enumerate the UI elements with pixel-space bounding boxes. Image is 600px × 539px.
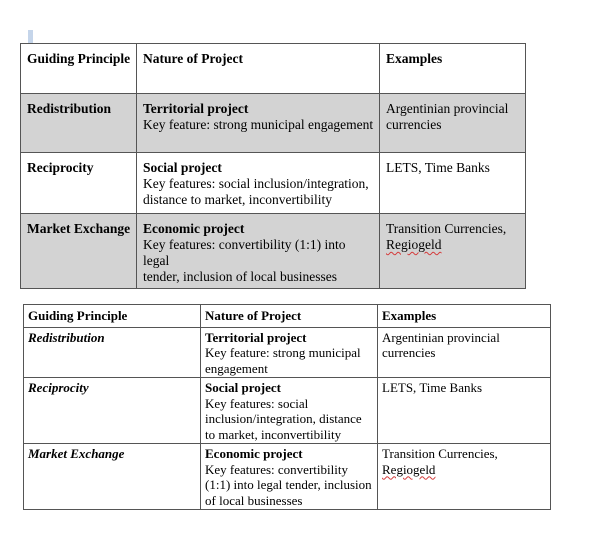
project-feature-line: (1:1) into legal tender, inclusion: [205, 477, 372, 492]
header-examples: Examples: [380, 44, 526, 94]
project-cell: [137, 153, 380, 214]
project-feature-line: Key features: convertibility (1:1) into legal: [143, 237, 346, 268]
project-title: Economic project: [205, 446, 303, 461]
examples-cell: [378, 327, 551, 378]
text-cursor-marker: [28, 30, 33, 43]
project-feature-line: Key features: social: [205, 395, 309, 411]
examples-line: currencies: [386, 117, 442, 132]
table-row-market-exchange: [24, 444, 551, 510]
header-guiding-principle: Guiding Principle: [21, 44, 137, 94]
project-cell: [201, 378, 378, 444]
examples-cell: [378, 444, 551, 510]
project-cell: [201, 444, 378, 510]
header-guiding-principle: Guiding Principle: [24, 305, 201, 328]
project-feature-line: of local businesses: [205, 492, 303, 508]
examples-cell: [378, 378, 551, 444]
examples-line: Transition Currencies,: [386, 221, 507, 236]
project-cell: [201, 327, 378, 378]
table-header-row: [24, 305, 551, 328]
principles-table-plain: [23, 304, 551, 510]
principle-cell: Reciprocity: [21, 153, 137, 214]
project-feature-line: distance to market, inconvertibility: [143, 192, 332, 207]
principle-cell: Market Exchange: [24, 444, 201, 510]
project-feature-line: engagement: [205, 360, 268, 376]
table-row-redistribution: [21, 94, 526, 153]
examples-cell: [380, 94, 526, 153]
table-header-row: [21, 44, 526, 94]
table-row-reciprocity: [24, 378, 551, 444]
project-cell: [137, 214, 380, 289]
project-title: Social project: [143, 160, 222, 175]
table-row-reciprocity: [21, 153, 526, 214]
header-nature-of-project: Nature of Project: [137, 44, 380, 94]
table-row-market-exchange: [21, 214, 526, 289]
project-title: Social project: [205, 380, 281, 395]
examples-line: currencies: [382, 345, 436, 360]
header-examples: Examples: [378, 305, 551, 328]
examples-line: Transition Currencies,: [382, 446, 498, 461]
project-title: Territorial project: [205, 329, 307, 345]
project-feature-line: Key features: social inclusion/integration,: [143, 176, 369, 191]
project-feature-line: inclusion/integration, distance: [205, 411, 362, 426]
project-title: Territorial project: [143, 101, 249, 116]
examples-line: LETS, Time Banks: [382, 380, 483, 395]
project-feature-line: Key feature: strong municipal: [205, 345, 361, 360]
table-row-redistribution: [24, 327, 551, 378]
principle-cell: Market Exchange: [21, 214, 137, 289]
project-title: Economic project: [143, 221, 245, 236]
examples-line: LETS, Time Banks: [386, 160, 490, 175]
principles-table-shaded: [20, 43, 526, 289]
examples-line-misspelled: Regiogeld: [386, 237, 442, 252]
principle-cell: Reciprocity: [24, 378, 201, 444]
examples-line: Argentinian provincial: [382, 329, 500, 345]
project-feature-line: tender, inclusion of local businesses: [143, 269, 338, 284]
project-feature-line: Key feature: strong municipal engagement: [143, 117, 374, 132]
examples-cell: [380, 214, 526, 289]
header-nature-of-project: Nature of Project: [201, 305, 378, 328]
project-feature-line: to market, inconvertibility: [205, 426, 342, 442]
project-cell: [137, 94, 380, 153]
project-feature-line: Key features: convertibility: [205, 461, 348, 477]
principle-cell: Redistribution: [24, 327, 201, 378]
principle-cell: Redistribution: [21, 94, 137, 153]
examples-line: Argentinian provincial: [386, 101, 509, 116]
examples-line-misspelled: Regiogeld: [382, 461, 436, 477]
examples-cell: [380, 153, 526, 214]
